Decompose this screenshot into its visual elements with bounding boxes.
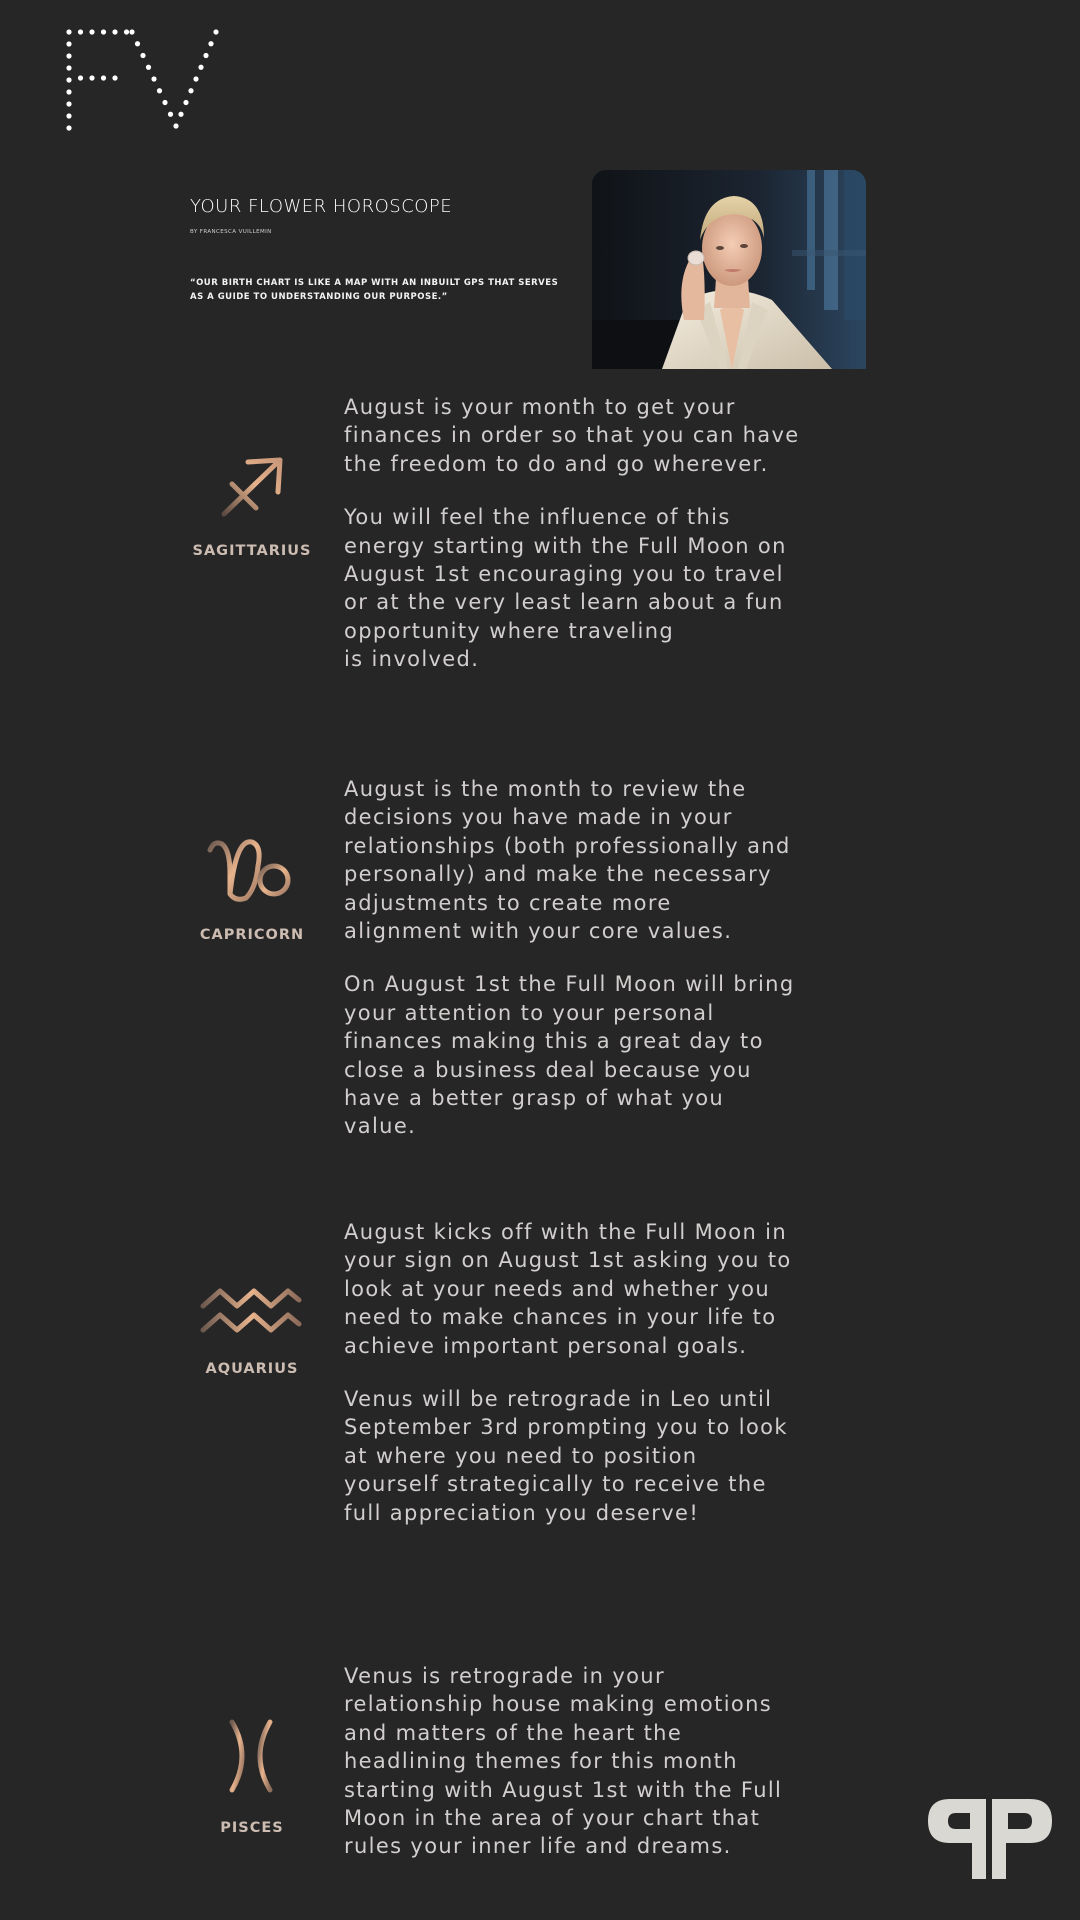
logo-dot — [66, 77, 71, 82]
reading-capricorn — [344, 775, 844, 1166]
logo-dot — [183, 100, 188, 105]
logo-dot — [124, 29, 129, 34]
brand-mark-icon — [926, 1795, 1054, 1879]
page-title: YOUR FLOWER HOROSCOPE — [190, 196, 453, 217]
logo-dot — [112, 29, 117, 34]
logo-dot — [66, 101, 71, 106]
reading-pisces — [344, 1662, 844, 1886]
logo-dot — [66, 113, 71, 118]
logo-dot — [140, 53, 145, 58]
logo-dot — [66, 89, 71, 94]
logo-dot — [66, 29, 71, 34]
capricorn-icon — [206, 836, 294, 902]
logo-dot — [193, 76, 198, 81]
reading-paragraph: August kicks off with the Full Moon in your sign on August 1st asking you to look at your needs and whether you need to make chances in your life to achieve important personal goals. — [344, 1220, 792, 1358]
logo-dot — [178, 112, 183, 117]
reading-sagittarius — [344, 393, 844, 699]
reading-paragraph: Venus will be retrograde in Leo until September 3rd prompting you to look at where you need to position yourself strategically to receive the full appreciation you deserve! — [344, 1387, 788, 1525]
portrait-photo — [592, 170, 866, 369]
logo-dot — [66, 65, 71, 70]
reading-paragraph: On August 1st the Full Moon will bring your attention to your personal finances making this a great day to close a business deal because you have a better grasp of what you value. — [344, 972, 795, 1139]
logo-dot — [66, 53, 71, 58]
logo-dot — [188, 88, 193, 93]
logo-dot — [129, 29, 134, 34]
logo-dot — [208, 41, 213, 46]
logo-dot — [168, 112, 173, 117]
fv-logo[interactable] — [62, 26, 222, 132]
logo-dot — [89, 75, 94, 80]
logo-dot — [173, 123, 178, 128]
pisces-icon — [218, 1718, 284, 1794]
author-byline: BY FRANCESCA VUILLEMIN — [190, 229, 272, 235]
logo-dot — [101, 29, 106, 34]
logo-dot — [78, 29, 83, 34]
reading-aquarius — [344, 1218, 844, 1552]
aquarius-icon — [200, 1286, 302, 1336]
logo-dot — [203, 53, 208, 58]
sign-label-aquarius: AQUARIUS — [205, 1361, 299, 1377]
logo-dot — [135, 41, 140, 46]
logo-dot — [89, 29, 94, 34]
logo-dot — [213, 29, 218, 34]
logo-dot — [146, 65, 151, 70]
sagittarius-icon — [218, 454, 286, 518]
reading-paragraph: You will feel the influence of this energy starting with the Full Moon on August 1st encouraging you to travel or at the very least learn about a fun opportunity where traveling is involved. — [344, 505, 787, 672]
logo-dot — [101, 75, 106, 80]
sign-label-pisces: PISCES — [220, 1820, 284, 1836]
sign-label-capricorn: CAPRICORN — [199, 927, 305, 943]
reading-paragraph: August is your month to get your finances in order so that you can have the freedom to do and go wherever. — [344, 395, 800, 476]
logo-dot — [66, 125, 71, 130]
logo-dot — [112, 75, 117, 80]
logo-dot — [66, 41, 71, 46]
logo-dot — [157, 88, 162, 93]
reading-paragraph: August is the month to review the decisions you have made in your relationships (both professionally and personally) and make the necessary adjustments to create more alignment with your core values. — [344, 777, 791, 944]
sign-label-sagittarius: SAGITTARIUS — [192, 543, 312, 559]
logo-dot — [151, 76, 156, 81]
header-quote: “OUR BIRTH CHART IS LIKE A MAP WITH AN INBUILT GPS THAT SERVES AS A GUIDE TO UNDERSTANDING OUR PURPOSE.” — [190, 278, 559, 302]
logo-dot — [162, 100, 167, 105]
logo-dot — [198, 65, 203, 70]
reading-paragraph: Venus is retrograde in your relationship house making emotions and matters of the heart the headlining themes for this month starting with August 1st with the Full Moon in the area of your chart that rules your inner life and dreams. — [344, 1664, 783, 1859]
logo-dot — [78, 75, 83, 80]
